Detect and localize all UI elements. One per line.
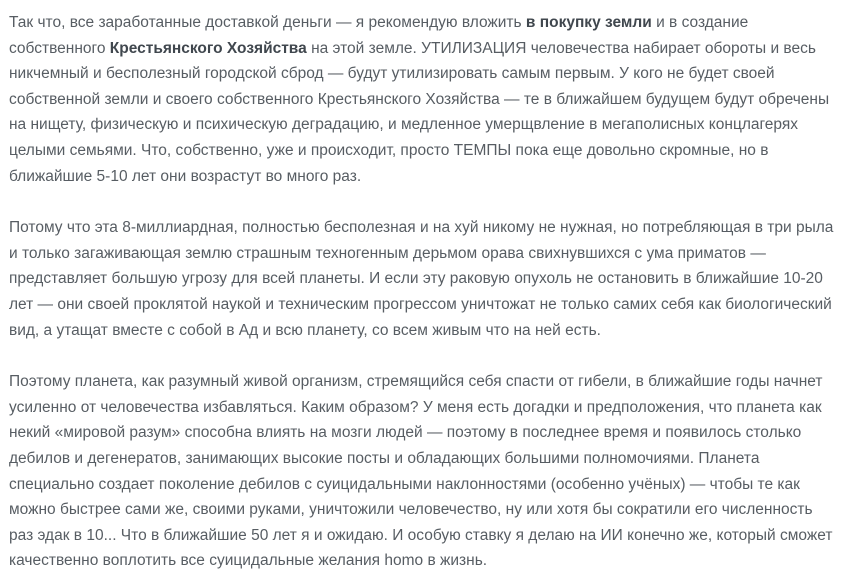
paragraph bbox=[9, 369, 851, 574]
text-line: дебилов и дегенератов, занимающих высокие посты и обладающих большими полномочиями. Планета bbox=[9, 449, 760, 467]
bold-text: в покупку земли bbox=[525, 14, 652, 31]
text-line: раз эдак в 10... Что в ближайшие 50 лет я и ожидаю. И особую ставку я делаю на ИИ конечно же, который сможет bbox=[9, 526, 833, 544]
text-line: специально создает поколение дебилов с суицидальными наклонностями (особенно учёных) — чтобы те как bbox=[9, 475, 800, 493]
text-line: ближайшие 5-10 лет они возрастут во много раз. bbox=[9, 167, 362, 185]
text-line: качественно воплотить все суицидальные желания homo в жизнь. bbox=[9, 552, 488, 570]
paragraph bbox=[9, 215, 851, 343]
text-line: представляет большую угрозу для всей планеты. И если эту раковую опухоль не остановить в ближайшие 10-20 bbox=[9, 270, 823, 288]
text-line: Поэтому планета, как разумный живой организм, стремящийся себя спасти от гибели, в ближайшие годы начнет bbox=[9, 373, 823, 391]
text-line: лет — они своей проклятой наукой и техническим прогрессом уничтожат не только самих себя как биологический bbox=[9, 295, 832, 313]
text-line: некий «мировой разум» способна влиять на мозги людей — поэтому в последнее время и появилось столько bbox=[9, 424, 802, 442]
text-line: и только загаживающая землю страшным техногенным дерьмом орава свихнувшихся с ума приматов — bbox=[9, 244, 766, 262]
text-line: Так что, все заработанные доставкой деньги — я рекомендую вложить в покупку земли и в создание bbox=[9, 14, 749, 31]
text-line: вид, а утащат вместе с собой в Ад и всю планету, со всем живым что на ней есть. bbox=[9, 321, 601, 339]
text-line: Потому что эта 8-миллиардная, полностью бесполезная и на хуй никому не нужная, но потребляющая в три рыла bbox=[9, 219, 834, 237]
bold-text: Крестьянского Хозяйства bbox=[109, 39, 307, 57]
text-line: никчемный и бесполезный городской сброд — будут утилизировать самым первым. У кого не будет своей bbox=[9, 65, 775, 83]
text-line: можно быстрее сами же, своими руками, уничтожили человечество, ну или хотя бы сократили его численность bbox=[9, 501, 813, 519]
text-line: собственного Крестьянского Хозяйства на этой земле. УТИЛИЗАЦИЯ человечества набирает обороты и весь bbox=[9, 39, 816, 57]
text-line: целыми семьями. Что, собственно, уже и происходит, просто ТЕМПЫ пока еще довольно скромные, но в bbox=[9, 141, 769, 159]
text-line: на нищету, физическую и психическую деградацию, и медленное умерщвление в мегаполисных концлагерях bbox=[9, 116, 799, 134]
text-line: собственной земли и своего собственного Крестьянского Хозяйства — те в ближайшем будущем будут обречены bbox=[9, 90, 830, 108]
paragraph bbox=[9, 10, 851, 189]
text-line: усиленно от человечества избавляться. Каким образом? У меня есть догадки и предположения, что планета как bbox=[9, 398, 822, 416]
